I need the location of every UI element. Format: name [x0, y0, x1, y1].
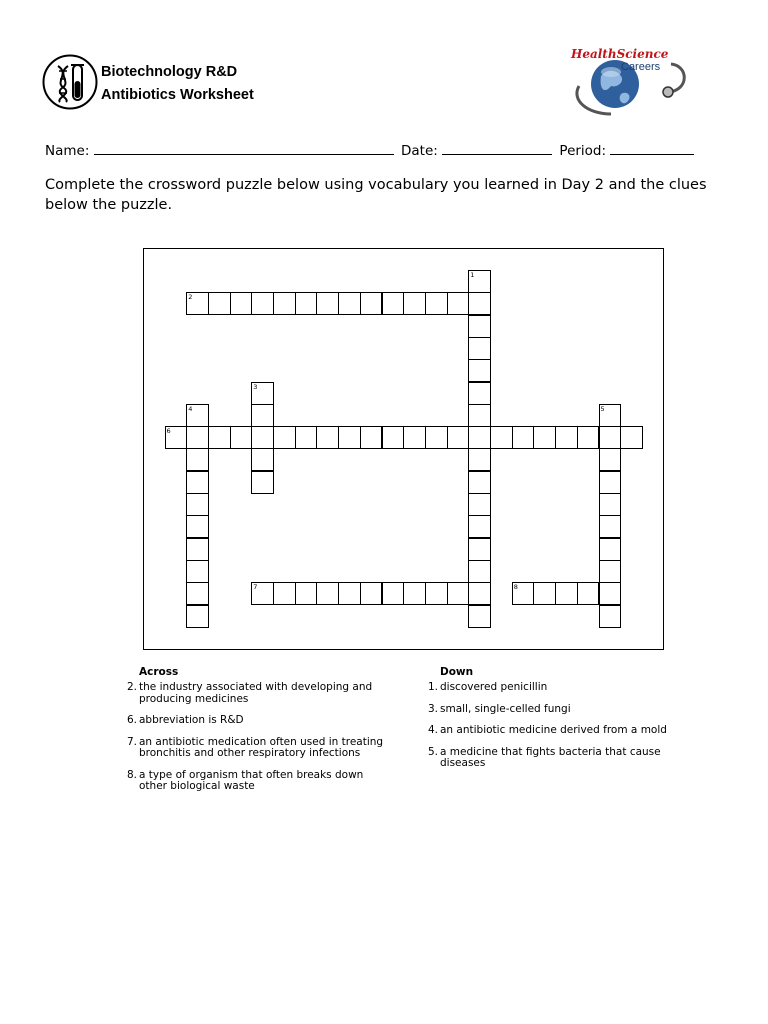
date-field[interactable]: [442, 143, 552, 155]
crossword-cell[interactable]: [186, 582, 209, 605]
crossword-cell[interactable]: [555, 426, 578, 449]
crossword-cell[interactable]: [468, 605, 491, 628]
period-label: Period:: [559, 143, 607, 159]
clue-text: an antibiotic medication often used in treating bronchitis and other respiratory infections: [139, 735, 384, 759]
brand-text-health: HealthScience: [571, 47, 669, 61]
crossword-cell[interactable]: [230, 426, 253, 449]
crossword-cell[interactable]: [468, 270, 491, 293]
clue-text: the industry associated with developing and producing medicines: [139, 681, 373, 705]
cell-number: 6: [166, 427, 171, 436]
clue-text: small, single-celled fungi: [440, 702, 571, 715]
crossword-cell[interactable]: [620, 426, 643, 449]
crossword-cell[interactable]: [316, 426, 339, 449]
clue-item: [124, 737, 394, 760]
crossword-cell[interactable]: [316, 582, 339, 605]
crossword-cell[interactable]: [186, 426, 209, 449]
crossword-cell[interactable]: [230, 292, 253, 315]
crossword-cell[interactable]: [555, 582, 578, 605]
crossword-cell[interactable]: [251, 582, 274, 605]
crossword-cell[interactable]: [599, 515, 622, 538]
crossword-cell[interactable]: [468, 471, 491, 494]
crossword-cell[interactable]: [599, 582, 622, 605]
crossword-cell[interactable]: [468, 404, 491, 427]
crossword-cell[interactable]: [273, 582, 296, 605]
crossword-cell[interactable]: [251, 382, 274, 405]
crossword-cell[interactable]: [360, 582, 383, 605]
crossword-cell[interactable]: [468, 337, 491, 360]
crossword-cell[interactable]: [316, 292, 339, 315]
crossword-cell[interactable]: [382, 582, 405, 605]
crossword-cell[interactable]: [382, 426, 405, 449]
crossword-cell[interactable]: [447, 582, 470, 605]
crossword-cell[interactable]: [468, 448, 491, 471]
crossword-cell[interactable]: [295, 582, 318, 605]
crossword-cell[interactable]: [295, 292, 318, 315]
instructions-text: Complete the crossword puzzle below using vocabulary you learned in Day 2 and the clues below the puzzle.: [45, 177, 707, 213]
crossword-cell[interactable]: [251, 404, 274, 427]
name-field[interactable]: [94, 143, 394, 155]
cell-number: 5: [600, 404, 605, 413]
crossword-cell[interactable]: [447, 426, 470, 449]
clue-item: [425, 725, 695, 737]
crossword-cell[interactable]: [403, 426, 426, 449]
health-science-careers-logo: [565, 42, 690, 118]
crossword-cell[interactable]: [403, 292, 426, 315]
clue-item: [124, 682, 394, 705]
crossword-cell[interactable]: [599, 448, 622, 471]
crossword-cell[interactable]: [338, 426, 361, 449]
title-line-1: Biotechnology R&D: [101, 64, 238, 80]
crossword-cell[interactable]: [251, 448, 274, 471]
crossword-cell[interactable]: [468, 560, 491, 583]
crossword-cell[interactable]: [251, 471, 274, 494]
crossword-cell[interactable]: [186, 493, 209, 516]
crossword-cell[interactable]: [425, 292, 448, 315]
crossword-cell[interactable]: [273, 426, 296, 449]
crossword-cell[interactable]: [599, 471, 622, 494]
crossword-cell[interactable]: [425, 582, 448, 605]
clue-text: a medicine that fights bacteria that cause diseases: [440, 745, 661, 769]
crossword-cell[interactable]: [186, 605, 209, 628]
crossword-cell[interactable]: [208, 426, 231, 449]
crossword-cell[interactable]: [468, 493, 491, 516]
crossword-cell[interactable]: [599, 560, 622, 583]
crossword-cell[interactable]: [599, 404, 622, 427]
crossword-cell[interactable]: [360, 292, 383, 315]
clue-item: [425, 747, 695, 770]
cell-number: 8: [513, 583, 518, 592]
student-info-line: [45, 143, 694, 159]
clue-number: 4.: [427, 724, 438, 736]
brand-text-careers: Careers: [621, 61, 661, 73]
down-heading: Down: [440, 666, 474, 678]
crossword-cell[interactable]: [186, 448, 209, 471]
clue-number: 5.: [427, 745, 438, 758]
down-clues: [425, 666, 695, 780]
crossword-cell[interactable]: [208, 292, 231, 315]
crossword-cell[interactable]: [273, 292, 296, 315]
clue-item: [425, 682, 695, 694]
crossword-cell[interactable]: [577, 582, 600, 605]
crossword-cell[interactable]: [468, 538, 491, 561]
cell-number: 1: [470, 271, 475, 279]
across-heading: Across: [139, 666, 179, 678]
date-label: Date:: [400, 143, 438, 159]
clue-text: discovered penicillin: [440, 681, 548, 693]
crossword-cell[interactable]: [533, 426, 556, 449]
crossword-cell[interactable]: [186, 292, 209, 315]
clue-number: 1.: [427, 681, 438, 693]
crossword-cell[interactable]: [360, 426, 383, 449]
crossword-cell[interactable]: [599, 538, 622, 561]
clue-number: 8.: [126, 768, 137, 781]
cell-number: 2: [188, 293, 193, 302]
crossword-cell[interactable]: [447, 292, 470, 315]
crossword-cell[interactable]: [468, 315, 491, 338]
crossword-cell[interactable]: [468, 515, 491, 538]
clue-item: [425, 704, 695, 716]
clue-item: [124, 715, 394, 727]
crossword-cell[interactable]: [577, 426, 600, 449]
crossword-cell[interactable]: [338, 292, 361, 315]
crossword-cell[interactable]: [468, 382, 491, 405]
crossword-cell[interactable]: [599, 605, 622, 628]
crossword-cell[interactable]: [512, 582, 535, 605]
clue-text: abbreviation is R&D: [139, 714, 244, 726]
period-field[interactable]: [610, 143, 694, 155]
crossword-cell[interactable]: [468, 292, 491, 315]
crossword-cell[interactable]: [468, 582, 491, 605]
crossword-cell[interactable]: [403, 582, 426, 605]
clue-item: [124, 770, 394, 793]
crossword-cell[interactable]: [490, 426, 513, 449]
title-line-2: Antibiotics Worksheet: [101, 87, 254, 103]
clue-number: 6.: [126, 714, 137, 726]
crossword-cell[interactable]: [468, 426, 491, 449]
crossword-cell[interactable]: [533, 582, 556, 605]
clue-number: 2.: [126, 681, 137, 693]
crossword-cell[interactable]: [186, 471, 209, 494]
crossword-cell[interactable]: [599, 426, 622, 449]
crossword-cell[interactable]: [599, 493, 622, 516]
clue-number: 3.: [427, 702, 438, 715]
crossword-cell[interactable]: [468, 359, 491, 382]
crossword-cell[interactable]: [295, 426, 318, 449]
crossword-cell[interactable]: [186, 538, 209, 561]
clue-text: a type of organism that often breaks down other biological waste: [139, 768, 364, 792]
across-clues: [124, 666, 394, 803]
crossword-cell[interactable]: [186, 404, 209, 427]
crossword-cell[interactable]: [338, 582, 361, 605]
crossword-cell[interactable]: [382, 292, 405, 315]
clue-text: an antibiotic medicine derived from a mold: [440, 724, 667, 736]
cell-number: 3: [253, 382, 258, 391]
crossword-cell[interactable]: [251, 292, 274, 315]
crossword-cell[interactable]: [251, 426, 274, 449]
crossword-cell[interactable]: [165, 426, 188, 449]
clue-number: 7.: [126, 735, 137, 748]
worksheet-title: [101, 61, 254, 107]
crossword-cell[interactable]: [425, 426, 448, 449]
cell-number: 7: [253, 583, 258, 592]
biotech-logo-icon: [42, 54, 98, 110]
crossword-cell[interactable]: [512, 426, 535, 449]
cell-number: 4: [188, 404, 193, 413]
crossword-cell[interactable]: [186, 515, 209, 538]
name-label: Name:: [45, 143, 90, 159]
crossword-cell[interactable]: [186, 560, 209, 583]
